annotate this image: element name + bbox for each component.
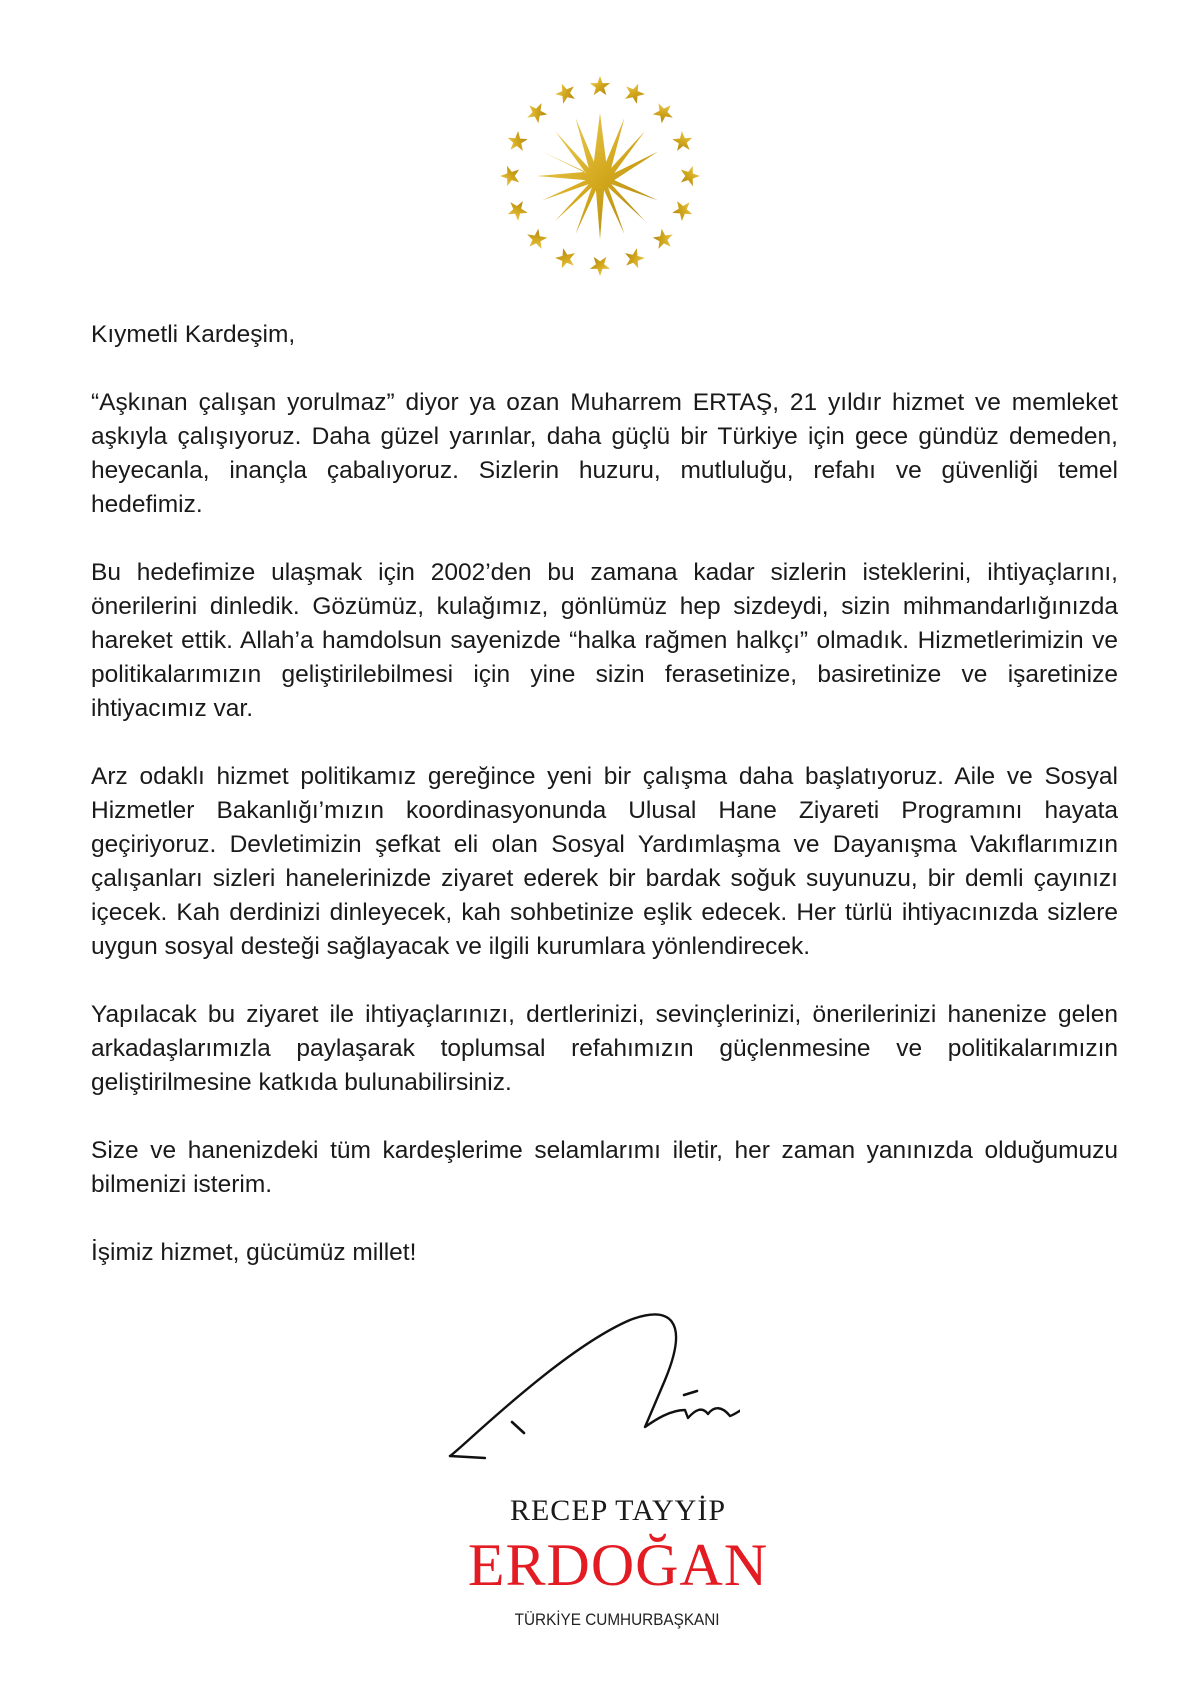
- paragraph-1: “Aşkınan çalışan yorulmaz” diyor ya ozan Muharrem ERTAŞ, 21 yıldır hizmet ve memleket aşkıyla çalışıyoruz. Daha güzel yarınlar, daha güçlü bir Türkiye için gece gündüz demeden, heyecanla, inançla çabalıyoruz. Sizlerin huzuru, mutluluğu, refahı ve güvenliği temel hedefimiz.: [91, 389, 1118, 518]
- closing-line: İşimiz hizmet, gücümüz millet!: [91, 1239, 417, 1266]
- letter-body: [91, 318, 1118, 1304]
- paragraph-5: Size ve hanenizdeki tüm kardeşlerime selamlarımı iletir, her zaman yanınızda olduğumuzu bilmenizi isterim.: [91, 1137, 1118, 1198]
- paragraph-4: Yapılacak bu ziyaret ile ihtiyaçlarınızı, dertlerinizi, sevinçlerinizi, önerilerinizi hanenize gelen arkadaşlarımızla paylaşarak toplumsal refahımızın güçlenmesine ve politikalarımızın geliştirilmesine katkıda bulunabilirsiniz.: [91, 1001, 1118, 1096]
- paragraph-3: Arz odaklı hizmet politikamız gereğince yeni bir çalışma daha başlatıyoruz. Aile ve Sosyal Hizmetler Bakanlığı’mızın koordinasyonunda Ulusal Hane Ziyareti Programını hayata geçiriyoruz. Devletimizin şefkat eli olan Sosyal Yardımlaşma ve Dayanışma Vakıflarımızın çalışanları sizleri hanelerinizde ziyaret ederek bir bardak soğuk suyunuzu, bir demli çayınızı içecek. Kah derdinizi dinleyecek, kah sohbetinize eşlik edecek. Her türlü ihtiyacınızda sizlere uygun sosyal desteği sağlayacak ve ilgili kurumlara yönlendirecek.: [91, 763, 1118, 960]
- signatory-surname: ERDOĞAN: [467, 1532, 769, 1598]
- paragraph-2: Bu hedefimize ulaşmak için 2002’den bu zamana kadar sizlerin isteklerini, ihtiyaçlarını, önerilerini dinledik. Gözümüz, kulağımız, gönlümüz hep sizdeydi, sizin mihmandarlığınızda hareket ettik. Allah’a hamdolsun sayenizde “halka rağmen halkçı” olmadık. Hizmetlerimizin ve politikalarımızın geliştirilebilmesi için yine sizin ferasetinize, basiretinize ve işaretinize ihtiyacımız var.: [91, 559, 1118, 722]
- signatory-first-names: RECEP TAYYİP: [509, 1494, 727, 1527]
- salutation: Kıymetli Kardeşim,: [91, 321, 296, 348]
- presidential-seal-icon: [498, 74, 702, 278]
- handwritten-signature-icon: [440, 1310, 740, 1460]
- signatory-title: TÜRKİYE CUMHURBAŞKANI: [514, 1610, 720, 1629]
